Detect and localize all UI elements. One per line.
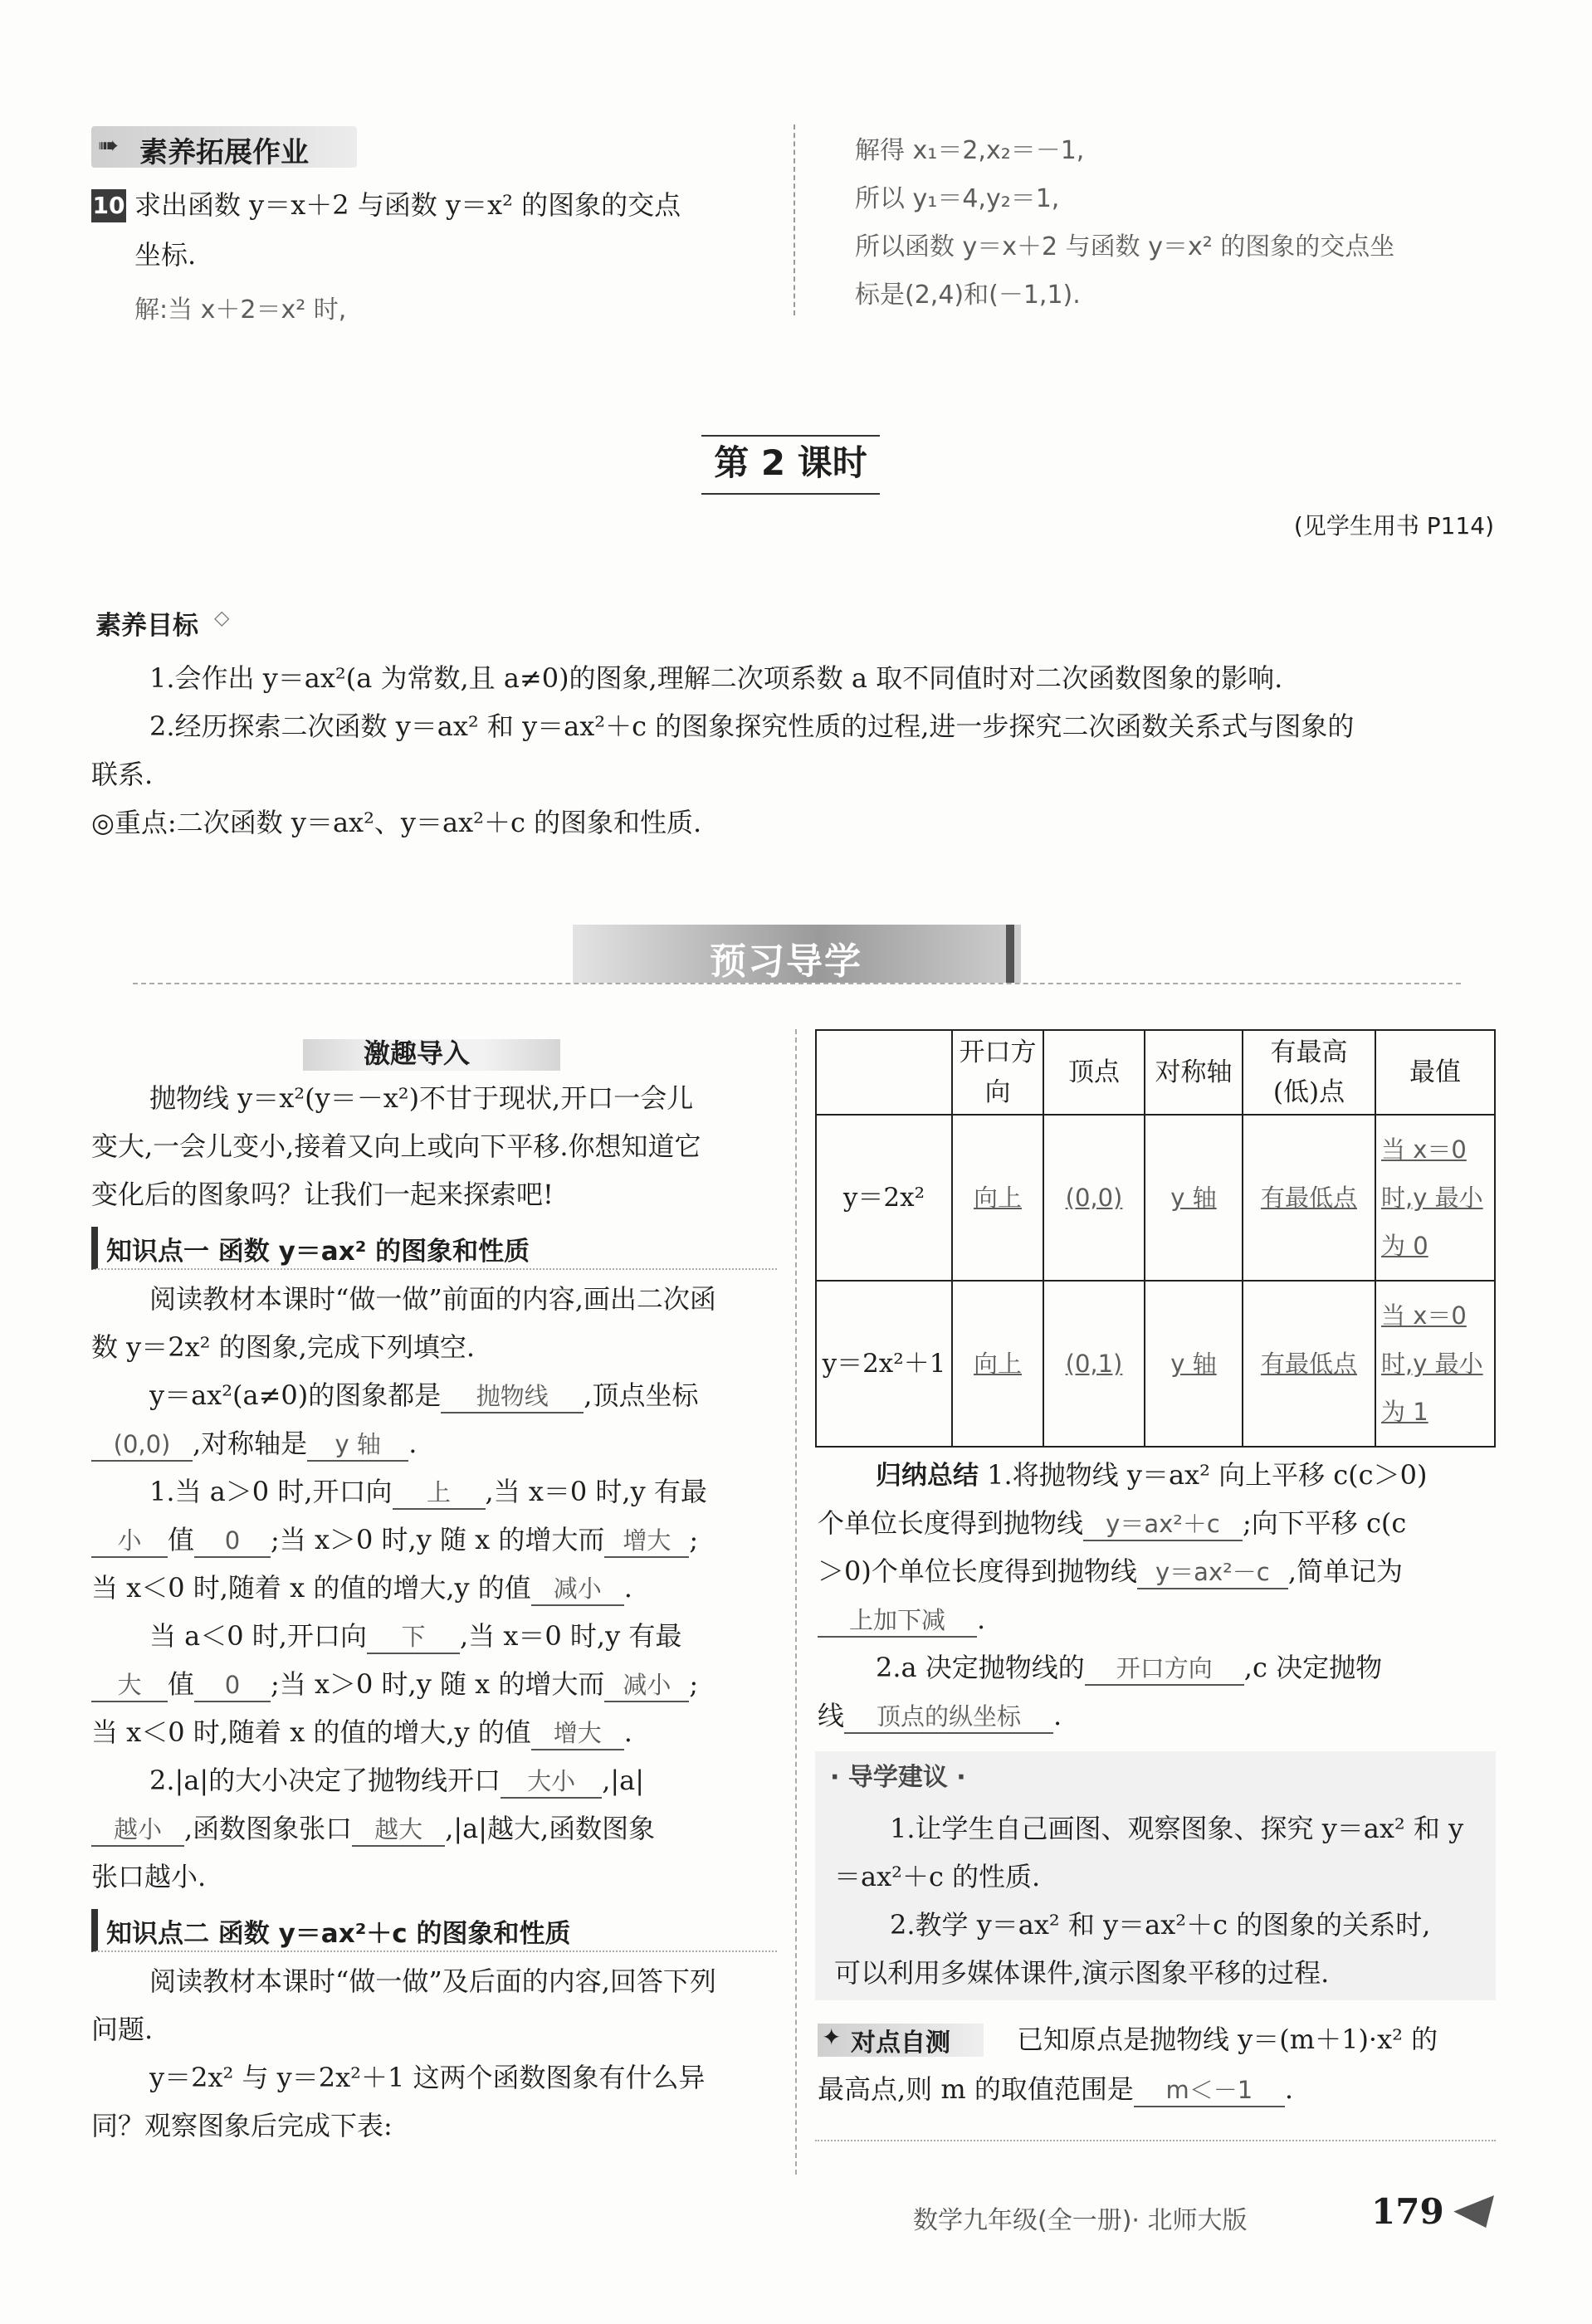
text: . <box>1284 2073 1294 2105</box>
answer-cell: 向上 <box>952 1281 1043 1447</box>
text: 张口越小. <box>91 1861 207 1892</box>
goal-2: 2.经历探索二次函数 y＝ax² 和 y＝ax²＋c 的图象探究性质的过程,进一步探究二次函数关系式与图象的 <box>149 710 1355 742</box>
leaf-icon <box>1448 2191 1498 2233</box>
kp1-read: 阅读教材本课时“做一做”前面的内容,画出二次函 <box>149 1283 716 1315</box>
answer-blank: 上 <box>393 1477 486 1510</box>
text: 最高点,则 m 的取值范围是 <box>818 2073 1134 2105</box>
goal-1: 1.会作出 y＝ax²(a 为常数,且 a≠0)的图象,理解二次项系数 a 取不同值时对二次函数图象的影响. <box>149 662 1283 694</box>
answer-cell: 当 x＝0 时,y 最小为 0 <box>1375 1115 1495 1281</box>
answer-blank: m＜－1 <box>1134 2074 1285 2107</box>
banner-bar <box>1006 925 1014 983</box>
diamond-icon: ◇ <box>214 606 230 629</box>
lesson-title: 第 2 课时 <box>714 442 867 483</box>
solution-line: 解得 x₁＝2,x₂＝－1, <box>855 136 1085 165</box>
text: ,当 x＝0 时,y 有最 <box>485 1476 707 1507</box>
table-header: 开口方向 <box>952 1030 1043 1115</box>
answer-cell: 有最低点 <box>1243 1115 1375 1281</box>
text: ; <box>689 1668 699 1700</box>
answer-blank: 减小 <box>604 1669 689 1702</box>
table-header: 对称轴 <box>1145 1030 1243 1115</box>
key-point: ◎重点:二次函数 y＝ax²、y＝ax²＋c 的图象和性质. <box>91 807 702 838</box>
answer-blank: 增大 <box>604 1525 689 1558</box>
text: ,函数图象张口 <box>184 1813 353 1844</box>
text: 值 <box>168 1668 195 1700</box>
answer-blank: 减小 <box>531 1573 624 1606</box>
text: . <box>623 1716 632 1748</box>
text: 个单位长度得到抛物线 <box>818 1507 1084 1539</box>
answer-cell: 向上 <box>952 1115 1043 1281</box>
banner-title: 预习导学 <box>710 940 862 983</box>
answer-blank: 顶点的纵坐标 <box>844 1701 1053 1734</box>
answer-blank: y＝ax²－c <box>1137 1556 1288 1589</box>
text: ; <box>689 1524 699 1555</box>
kp2-heading: 知识点二 函数 y＝ax²＋c 的图象和性质 <box>106 1919 571 1949</box>
guide-text: 2.教学 y＝ax² 和 y＝ax²＋c 的图象的关系时, <box>890 1909 1431 1941</box>
answer-cell: y 轴 <box>1145 1281 1243 1447</box>
kp1-read: 数 y＝2x² 的图象,完成下列填空. <box>91 1331 476 1363</box>
answer-blank: 大 <box>91 1669 168 1702</box>
comparison-table <box>815 1029 1496 1448</box>
text: . <box>977 1604 986 1635</box>
answer-blank: 增大 <box>531 1717 624 1750</box>
answer-blank: 抛物线 <box>441 1380 584 1413</box>
selftest-label: 对点自测 <box>851 2029 950 2058</box>
text: ＞0)个单位长度得到抛物线 <box>818 1555 1137 1587</box>
goal-2-cont: 联系. <box>91 759 154 790</box>
text: ,简单记为 <box>1287 1555 1404 1587</box>
solution-line: 所以 y₁＝4,y₂＝1, <box>855 184 1060 213</box>
kp2-text: 阅读教材本课时“做一做”及后面的内容,回答下列 <box>149 1965 716 1997</box>
answer-blank: y 轴 <box>307 1428 408 1462</box>
intro-line: 变化后的图象吗？让我们一起来探索吧! <box>91 1179 554 1210</box>
column-divider <box>794 124 795 315</box>
goals-heading: 素养目标 <box>95 611 198 641</box>
answer-blank: y＝ax²＋c <box>1083 1508 1243 1541</box>
solution-line: 解:当 x＋2＝x² 时, <box>134 295 347 325</box>
answer-blank: 开口方向 <box>1085 1653 1244 1686</box>
column-divider <box>795 1029 797 2175</box>
text: ,|a| <box>602 1765 644 1796</box>
answer-cell: 有最低点 <box>1243 1281 1375 1447</box>
guide-heading: · 导学建议 · <box>830 1763 966 1792</box>
text: ,当 x＝0 时,y 有最 <box>459 1620 682 1652</box>
answer-cell: y 轴 <box>1145 1115 1243 1281</box>
pointer-icon: ➠ <box>98 131 120 160</box>
kp2-text: y＝2x² 与 y＝2x²＋1 这两个函数图象有什么异 <box>149 2062 706 2093</box>
guide-text: ＝ax²＋c 的性质. <box>834 1861 1041 1892</box>
text: 1.当 a＞0 时,开口向 <box>149 1476 393 1507</box>
extension-heading: 素养拓展作业 <box>139 136 309 169</box>
text: 当 x＜0 时,随着 x 的值的增大,y 的值 <box>91 1716 531 1748</box>
page-number: 179 <box>1371 2191 1444 2232</box>
text: ,对称轴是 <box>193 1428 308 1459</box>
intro-heading: 激趣导入 <box>364 1038 471 1069</box>
text: ,顶点坐标 <box>584 1379 699 1411</box>
answer-blank: 上加下减 <box>818 1604 977 1638</box>
text: 2.a 决定抛物线的 <box>876 1652 1085 1683</box>
guide-text: 1.让学生自己画图、观察图象、探究 y＝ax² 和 y <box>890 1813 1464 1844</box>
text: 值 <box>168 1524 195 1555</box>
kp2-text: 问题. <box>91 2014 154 2045</box>
answer-blank: 0 <box>194 1669 271 1702</box>
text: . <box>623 1572 632 1604</box>
book-title: 数学九年级(全一册)· 北师大版 <box>913 2206 1248 2235</box>
text: ,|a|越大,函数图象 <box>445 1813 656 1844</box>
table-header: 有最高(低)点 <box>1243 1030 1375 1115</box>
answer-blank: 0 <box>194 1525 271 1558</box>
text: 线 <box>818 1700 845 1731</box>
solution-line: 标是(2,4)和(－1,1). <box>855 281 1081 310</box>
table-corner <box>816 1030 952 1115</box>
question-text-cont: 坐标. <box>134 239 197 271</box>
answer-blank: 下 <box>367 1621 460 1654</box>
table-row <box>816 1115 1495 1281</box>
text: 当 a＜0 时,开口向 <box>149 1620 367 1652</box>
selftest-text: 已知原点是抛物线 y＝(m＋1)·x² 的 <box>1017 2024 1438 2055</box>
intro-line: 抛物线 y＝x²(y＝－x²)不甘于现状,开口一会儿 <box>149 1082 694 1114</box>
table-header: 最值 <box>1375 1030 1495 1115</box>
text: ;当 x＞0 时,y 随 x 的增大而 <box>271 1668 605 1700</box>
textbook-reference: (见学生用书 P114) <box>1293 512 1494 540</box>
text: 当 x＜0 时,随着 x 的值的增大,y 的值 <box>91 1572 531 1604</box>
intro-line: 变大,一会儿变小,接着又向上或向下平移.你想知道它 <box>91 1130 701 1162</box>
summary-label: 归纳总结 <box>876 1461 979 1491</box>
guide-text: 可以利用多媒体课件,演示图象平移的过程. <box>834 1957 1330 1989</box>
text: ;当 x＞0 时,y 随 x 的增大而 <box>271 1524 605 1555</box>
text: 2.|a|的大小决定了抛物线开口 <box>149 1765 501 1796</box>
answer-cell: (0,1) <box>1043 1281 1145 1447</box>
text: 1.将抛物线 y＝ax² 向上平移 c(c＞0) <box>987 1459 1428 1491</box>
divider <box>815 2140 1496 2141</box>
table-header: 顶点 <box>1043 1030 1145 1115</box>
text: ,c 决定抛物 <box>1243 1652 1383 1683</box>
answer-blank: 大小 <box>501 1765 602 1799</box>
answer-blank: 越小 <box>91 1814 184 1847</box>
text: . <box>408 1428 418 1459</box>
kp1-heading: 知识点一 函数 y＝ax² 的图象和性质 <box>106 1237 530 1267</box>
star-icon: ✦ <box>822 2024 842 2051</box>
answer-blank: (0,0) <box>91 1428 193 1462</box>
answer-blank: 小 <box>91 1525 168 1558</box>
text: ;向下平移 c(c <box>1243 1507 1407 1539</box>
answer-cell: 当 x＝0 时,y 最小为 1 <box>1375 1281 1495 1447</box>
table-row <box>816 1281 1495 1447</box>
question-text: 求出函数 y＝x＋2 与函数 y＝x² 的图象的交点 <box>134 189 681 221</box>
function-cell: y＝2x²＋1 <box>816 1281 952 1447</box>
solution-line: 所以函数 y＝x＋2 与函数 y＝x² 的图象的交点坐 <box>855 232 1395 261</box>
question-number: 10 <box>91 189 126 222</box>
answer-blank: 越大 <box>352 1814 445 1847</box>
answer-cell: (0,0) <box>1043 1115 1145 1281</box>
text: y＝ax²(a≠0)的图象都是 <box>149 1379 442 1411</box>
function-cell: y＝2x² <box>816 1115 952 1281</box>
kp2-text: 同？观察图象后完成下表: <box>91 2110 393 2141</box>
text: . <box>1053 1700 1062 1731</box>
